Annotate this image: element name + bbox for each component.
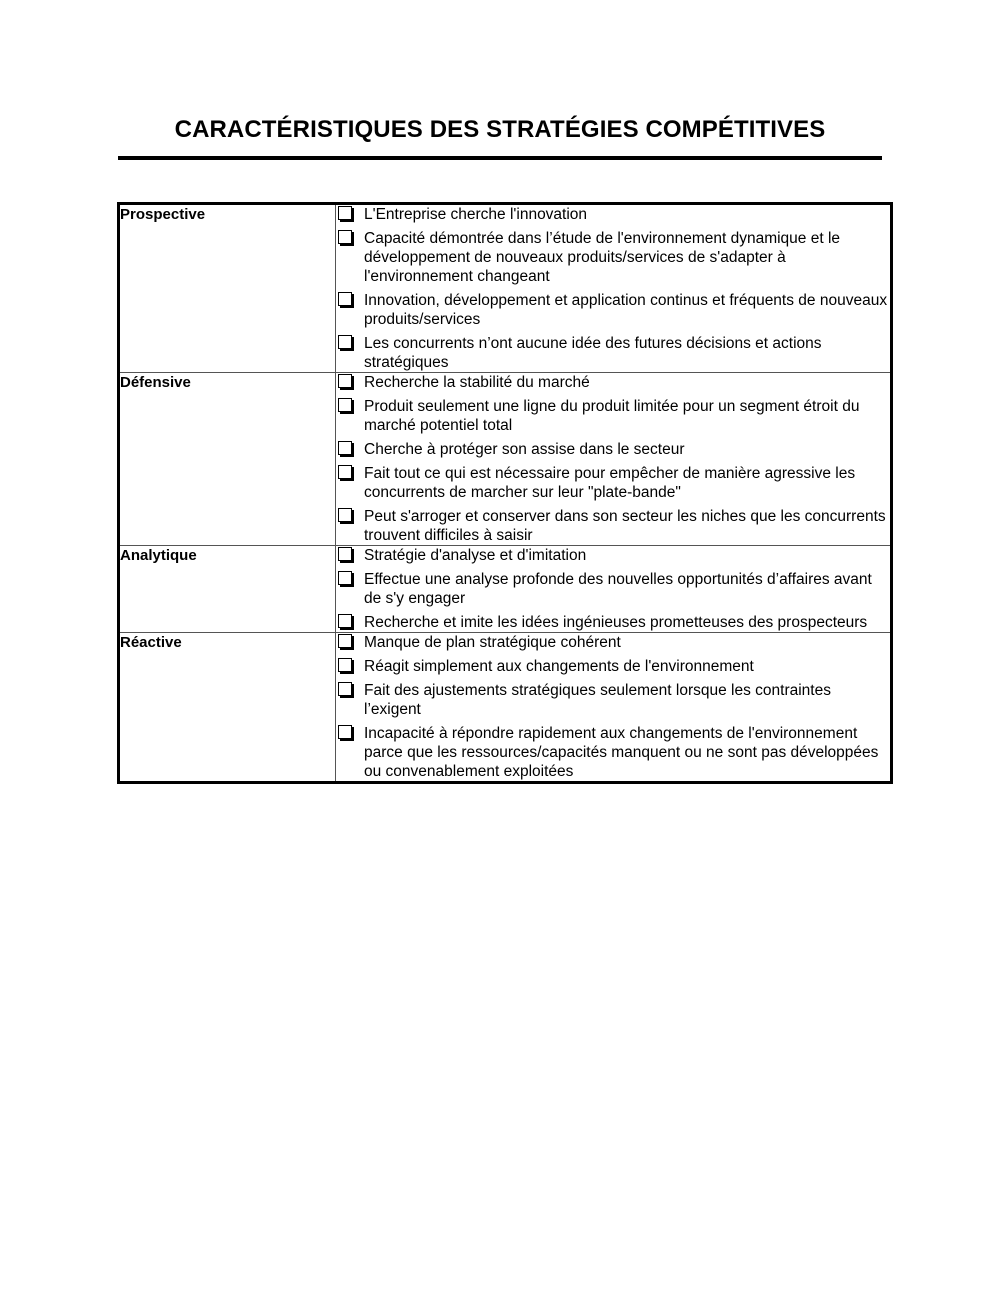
checklist-item	[336, 440, 890, 459]
checkbox-icon[interactable]	[338, 571, 352, 585]
category-cell	[119, 204, 336, 373]
checklist-item-text: Effectue une analyse profonde des nouvelles opportunités d’affaires avant de s'y engager	[364, 571, 872, 607]
checklist-item	[336, 546, 890, 565]
items-cell	[336, 546, 892, 633]
checkbox-icon[interactable]	[338, 441, 352, 455]
page-title: CARACTÉRISTIQUES DES STRATÉGIES COMPÉTITIVES	[174, 116, 826, 143]
checkbox-icon[interactable]	[338, 682, 352, 696]
checklist-item	[336, 397, 890, 435]
checklist-item	[336, 613, 890, 632]
checklist-item	[336, 464, 890, 502]
checkbox-icon[interactable]	[338, 206, 352, 220]
checklist-item	[336, 724, 890, 781]
checklist-item-text: Manque de plan stratégique cohérent	[364, 634, 621, 651]
checklist-item	[336, 334, 890, 372]
checkbox-icon[interactable]	[338, 508, 352, 522]
strategy-row	[119, 373, 892, 546]
category-label: Analytique	[120, 547, 197, 564]
checklist-item-text: Recherche et imite les idées ingénieuses prometteuses des prospecteurs	[364, 614, 868, 631]
checklist-item	[336, 205, 890, 224]
strategy-table	[117, 202, 893, 784]
checkbox-icon[interactable]	[338, 398, 352, 412]
strategy-row	[119, 204, 892, 373]
checklist-item-text: Les concurrents n’ont aucune idée des futures décisions et actions stratégiques	[364, 335, 822, 371]
checklist-item-text: Incapacité à répondre rapidement aux changements de l'environnement parce que les ressources/capacités manquent ou ne sont pas développées ou convenablement exploitées	[364, 725, 879, 780]
checklist	[336, 205, 890, 372]
checklist-item	[336, 657, 890, 676]
checklist-item-text: Fait tout ce qui est nécessaire pour empêcher de manière agressive les concurrents de marcher sur leur "plate-bande"	[364, 465, 856, 501]
checklist-item-text: Réagit simplement aux changements de l'environnement	[364, 658, 754, 675]
checklist	[336, 546, 890, 632]
checklist-item-text: Stratégie d'analyse et d'imitation	[364, 547, 587, 564]
checklist-item-text: Innovation, développement et application continus et fréquents de nouveaux produits/services	[364, 292, 888, 328]
checklist-item	[336, 291, 890, 329]
checkbox-icon[interactable]	[338, 658, 352, 672]
checklist-item-text: Fait des ajustements stratégiques seulement lorsque les contraintes l’exigent	[364, 682, 831, 718]
checkbox-icon[interactable]	[338, 292, 352, 306]
checkbox-icon[interactable]	[338, 335, 352, 349]
category-cell	[119, 373, 336, 546]
category-cell	[119, 633, 336, 783]
checkbox-icon[interactable]	[338, 374, 352, 388]
items-cell	[336, 373, 892, 546]
strategy-row	[119, 546, 892, 633]
checkbox-icon[interactable]	[338, 634, 352, 648]
checklist	[336, 633, 890, 781]
items-cell	[336, 204, 892, 373]
checkbox-icon[interactable]	[338, 614, 352, 628]
checklist-item	[336, 229, 890, 286]
checkbox-icon[interactable]	[338, 725, 352, 739]
category-cell	[119, 546, 336, 633]
checklist-item-text: Recherche la stabilité du marché	[364, 374, 590, 391]
checklist-item-text: Capacité démontrée dans l’étude de l'environnement dynamique et le développement de nouveaux produits/services de s'adapter à l'environnement changeant	[364, 230, 841, 285]
checklist-item	[336, 633, 890, 652]
checklist	[336, 373, 890, 545]
category-label: Défensive	[120, 374, 191, 391]
checkbox-icon[interactable]	[338, 230, 352, 244]
checkbox-icon[interactable]	[338, 465, 352, 479]
checklist-item-text: Cherche à protéger son assise dans le secteur	[364, 441, 685, 458]
items-cell	[336, 633, 892, 783]
checklist-item-text: L'Entreprise cherche l'innovation	[364, 206, 588, 223]
category-label: Prospective	[120, 206, 206, 223]
strategy-table-body	[119, 204, 892, 783]
title-divider	[118, 156, 882, 160]
checklist-item	[336, 507, 890, 545]
checklist-item	[336, 681, 890, 719]
checklist-item	[336, 570, 890, 608]
checklist-item-text: Produit seulement une ligne du produit limitée pour un segment étroit du marché potentiel total	[364, 398, 860, 434]
checklist-item-text: Peut s'arroger et conserver dans son secteur les niches que les concurrents trouvent difficiles à saisir	[364, 508, 886, 544]
category-label: Réactive	[120, 634, 182, 651]
strategy-row	[119, 633, 892, 783]
checklist-item	[336, 373, 890, 392]
checkbox-icon[interactable]	[338, 547, 352, 561]
